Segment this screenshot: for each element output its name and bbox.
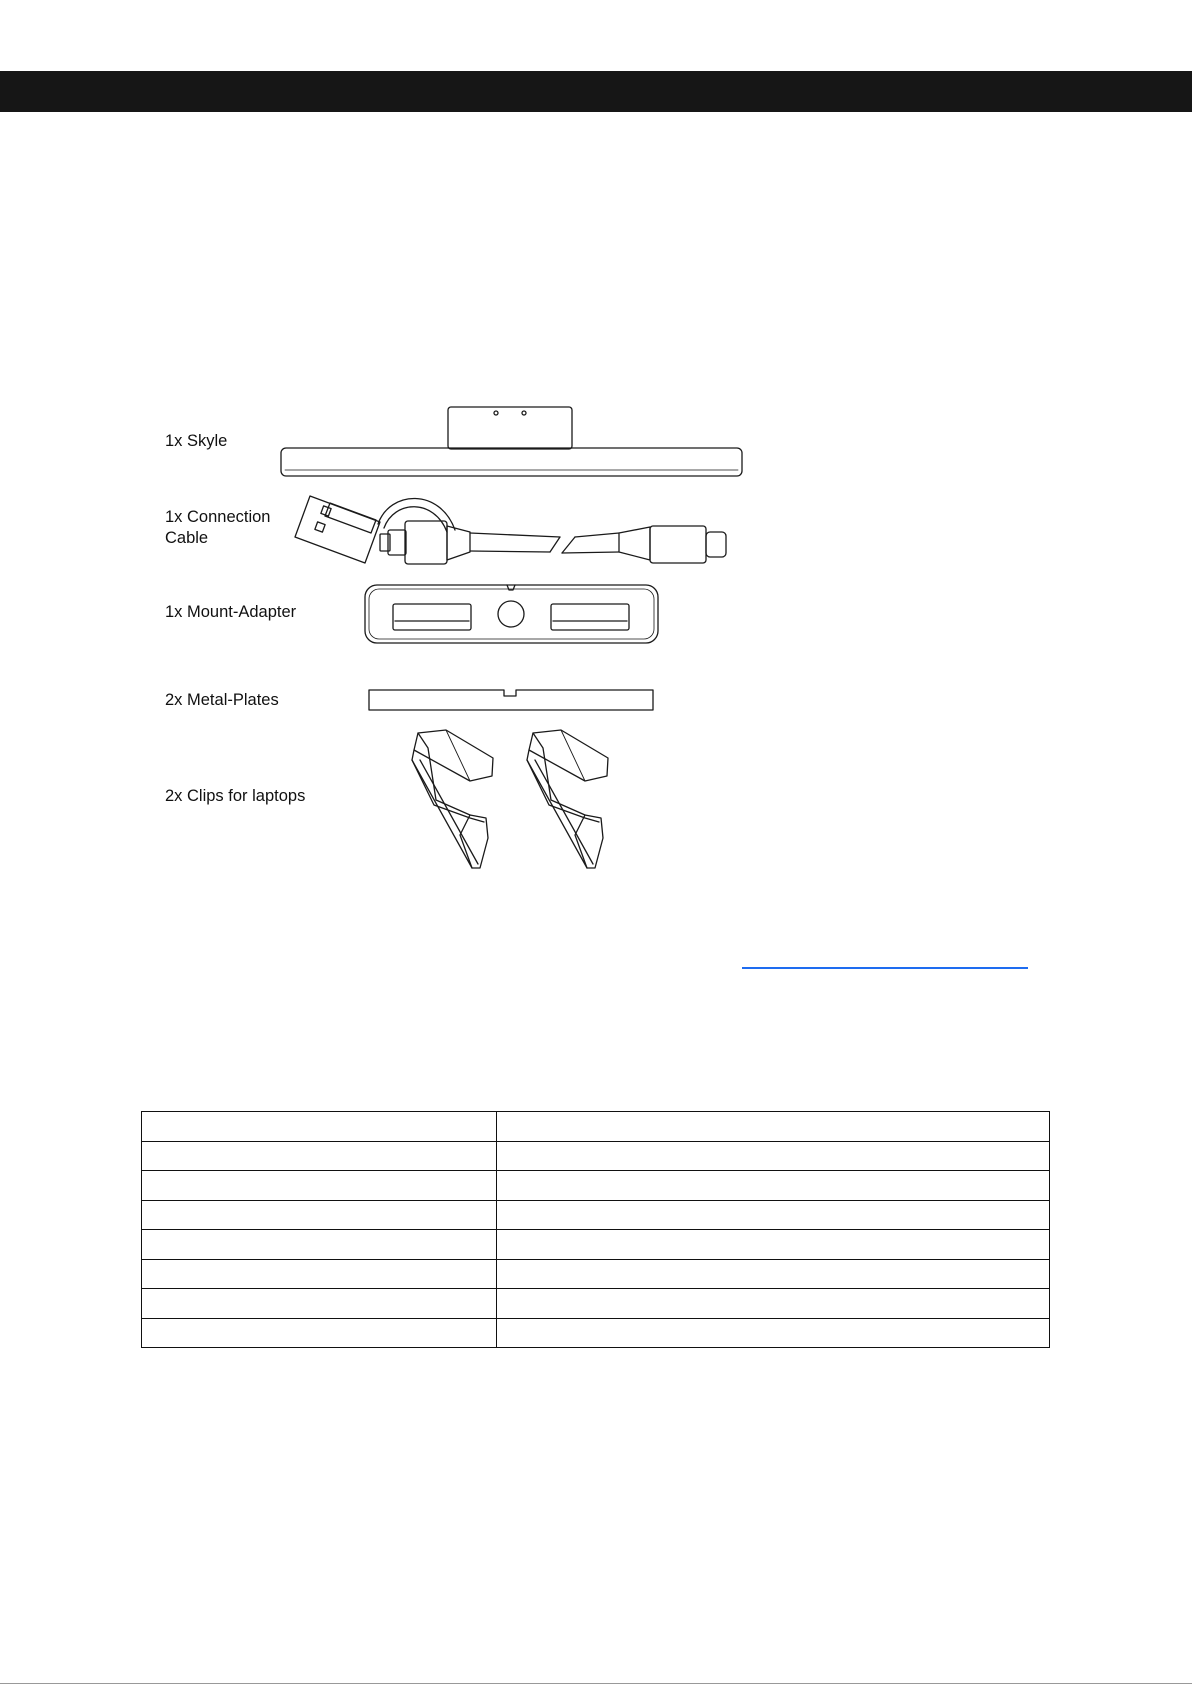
table-row bbox=[142, 1112, 1050, 1142]
table-cell bbox=[497, 1171, 1050, 1201]
table-cell bbox=[497, 1141, 1050, 1171]
table-cell bbox=[142, 1112, 497, 1142]
table-cell bbox=[497, 1259, 1050, 1289]
table-cell bbox=[142, 1141, 497, 1171]
page-bottom-rule bbox=[0, 1683, 1192, 1684]
item-label-skyle: 1x Skyle bbox=[165, 432, 228, 450]
usb-cable-icon bbox=[295, 496, 726, 564]
item-label-laptop-clips: 2x Clips for laptops bbox=[165, 787, 306, 805]
item-label-connection-cable: 1x Connection Cable bbox=[165, 508, 271, 547]
table-row bbox=[142, 1171, 1050, 1201]
table-cell bbox=[142, 1259, 497, 1289]
table-row bbox=[142, 1200, 1050, 1230]
table-cell bbox=[497, 1289, 1050, 1319]
metal-plate-icon bbox=[369, 690, 653, 710]
table-cell bbox=[497, 1318, 1050, 1348]
item-label-mount-adapter: 1x Mount-Adapter bbox=[165, 603, 297, 621]
table-row bbox=[142, 1318, 1050, 1348]
table-cell bbox=[142, 1230, 497, 1260]
light-bar-icon bbox=[281, 407, 742, 476]
spec-table bbox=[141, 1111, 1050, 1348]
table-row bbox=[142, 1259, 1050, 1289]
table-row bbox=[142, 1141, 1050, 1171]
laptop-clip-icon bbox=[412, 730, 608, 868]
item-label-metal-plates: 2x Metal-Plates bbox=[165, 691, 279, 709]
table-row bbox=[142, 1289, 1050, 1319]
table-cell bbox=[497, 1200, 1050, 1230]
header-bar bbox=[0, 71, 1192, 112]
table-cell bbox=[497, 1230, 1050, 1260]
table-cell bbox=[142, 1318, 497, 1348]
table-cell bbox=[142, 1289, 497, 1319]
table-cell bbox=[142, 1171, 497, 1201]
mount-adapter-icon bbox=[365, 585, 658, 643]
table-row bbox=[142, 1230, 1050, 1260]
table-cell bbox=[142, 1200, 497, 1230]
table-cell bbox=[497, 1112, 1050, 1142]
web-link[interactable] bbox=[742, 967, 1028, 969]
